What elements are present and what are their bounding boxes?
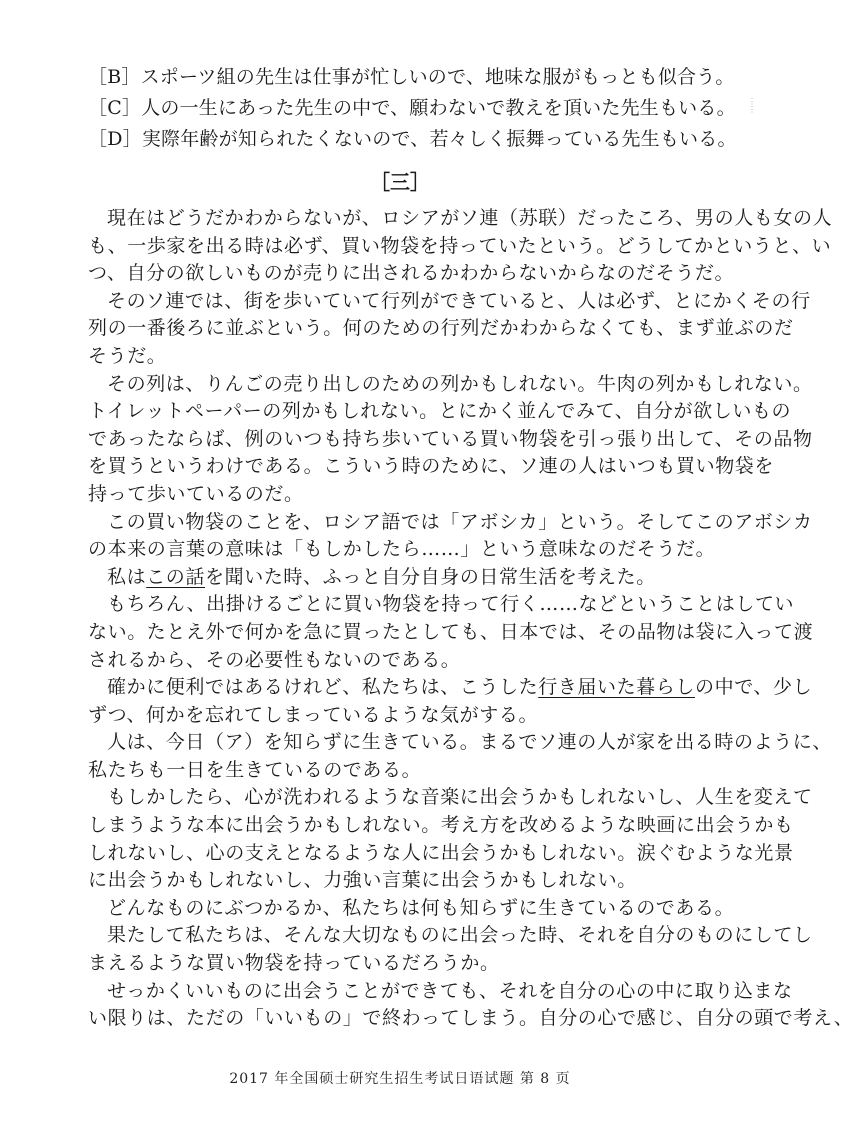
section-title: ［三］ [370,170,430,194]
text-segment: 私は [107,565,147,588]
passage [88,205,853,1033]
passage-line: ずつ、何かを忘れてしまっているような気がする。 [88,703,539,726]
passage-line: の本来の言葉の意味は「もしかしたら……」という意味なのだそうだ。 [88,538,716,561]
passage-line: しまうような本に出会うかもしれない。考え方を改めるような映画に出会うかも [88,814,794,837]
passage-line: 現在はどうだかわからないが、ロシアがソ連（苏联）だったころ、男の人も女の人 [107,207,833,229]
page-footer: 2017 年全国硕士研究生招生考试日语试题 第 8 页 [229,1071,571,1087]
passage-line: もちろん、出掛けるごとに買い物袋を持って行く……などということはしてい [107,593,795,616]
text-segment: を聞いた時、ふっと自分自身の日常生活を考えた。 [205,565,656,588]
passage-line: そのソ連では、街を歩いていて行列ができていると、人は必ず、とにかくその行 [107,289,811,312]
passage-line: も、一歩家を出る時は必ず、買い物袋を持っていたという。どうしてかというと、い [88,234,832,257]
margin-marks: ⋮ ⋮ [748,97,756,114]
passage-line: 私たちも一日を生きているのである。 [88,758,422,781]
passage-line: に出会うかもしれないし、力強い言葉に出会うかもしれない。 [88,869,637,892]
text-segment: の中で、少し [695,676,813,699]
answer-options [88,62,738,155]
passage-line: この買い物袋のことを、ロシア語では「アボシカ」という。そしてこのアボシカ [107,510,813,533]
underlined-phrase: 行き届いた暮らし [538,676,696,699]
passage-line: 人は、今日（ア）を知らずに生きている。まるでソ連の人が家を出る時のように、 [107,731,833,754]
passage-line: もしかしたら、心が洗われるような音楽に出会うかもしれないし、人生を変えて [107,786,813,809]
passage-line: ない。たとえ外で何かを急に買ったとしても、日本では、その品物は袋に入って渡 [88,620,814,643]
passage-line: まえるような買い物袋を持っているだろうか。 [88,952,500,975]
option-b: ［B］スポーツ組の先生は仕事が忙しいので、地味な服がもっとも似合う。 [88,66,735,88]
text-segment: 確かに便利ではあるけれど、私たちは、こうした [107,676,539,699]
passage-line: されるから、その必要性もないのである。 [88,648,461,671]
passage-line: そうだ。 [88,344,167,367]
passage-line: つ、自分の欲しいものが売りに出されるかわからないからなのだそうだ。 [88,262,735,285]
passage-line: い限りは、ただの「いいもの」で終わってしまう。自分の心で感じ、自分の頭で考え、 [88,1007,853,1030]
passage-line: トイレットペーパーの列かもしれない。とにかく並んでみて、自分が欲しいもの [88,400,792,423]
passage-line: その列は、りんごの売り出しのための列かもしれない。牛肉の列かもしれない。 [107,372,813,395]
passage-line [88,674,813,702]
passage-line [88,564,716,592]
passage-line: どんなものにぶつかるか、私たちは何も知らずに生きているのである。 [107,896,735,919]
option-d: ［D］実際年齢が知られたくないので、若々しく振舞っている先生もいる。 [88,128,737,150]
option-c: ［C］人の一生にあった先生の中で、願わないで教えを頂いた先生もいる。 [88,97,736,119]
passage-line: しれないし、心の支えとなるような人に出会うかもしれない。涙ぐむような光景 [88,841,794,864]
passage-line: を買うというわけである。こういう時のために、ソ連の人はいつも買い物袋を [88,455,775,478]
passage-line: せっかくいいものに出会うことができても、それを自分の心の中に取り込まな [107,979,793,1002]
passage-line: 列の一番後ろに並ぶという。何のための行列だかわからなくても、まず並ぶのだ [88,317,794,340]
passage-line: 持って歩いているのだ。 [88,482,304,505]
passage-line: 果たして私たちは、そんな大切なものに出会った時、それを自分のものにしてし [107,924,813,947]
passage-line: であったならば、例のいつも持ち歩いている買い物袋を引っ張り出して、その品物 [88,427,813,450]
underlined-phrase: この話 [146,565,206,588]
